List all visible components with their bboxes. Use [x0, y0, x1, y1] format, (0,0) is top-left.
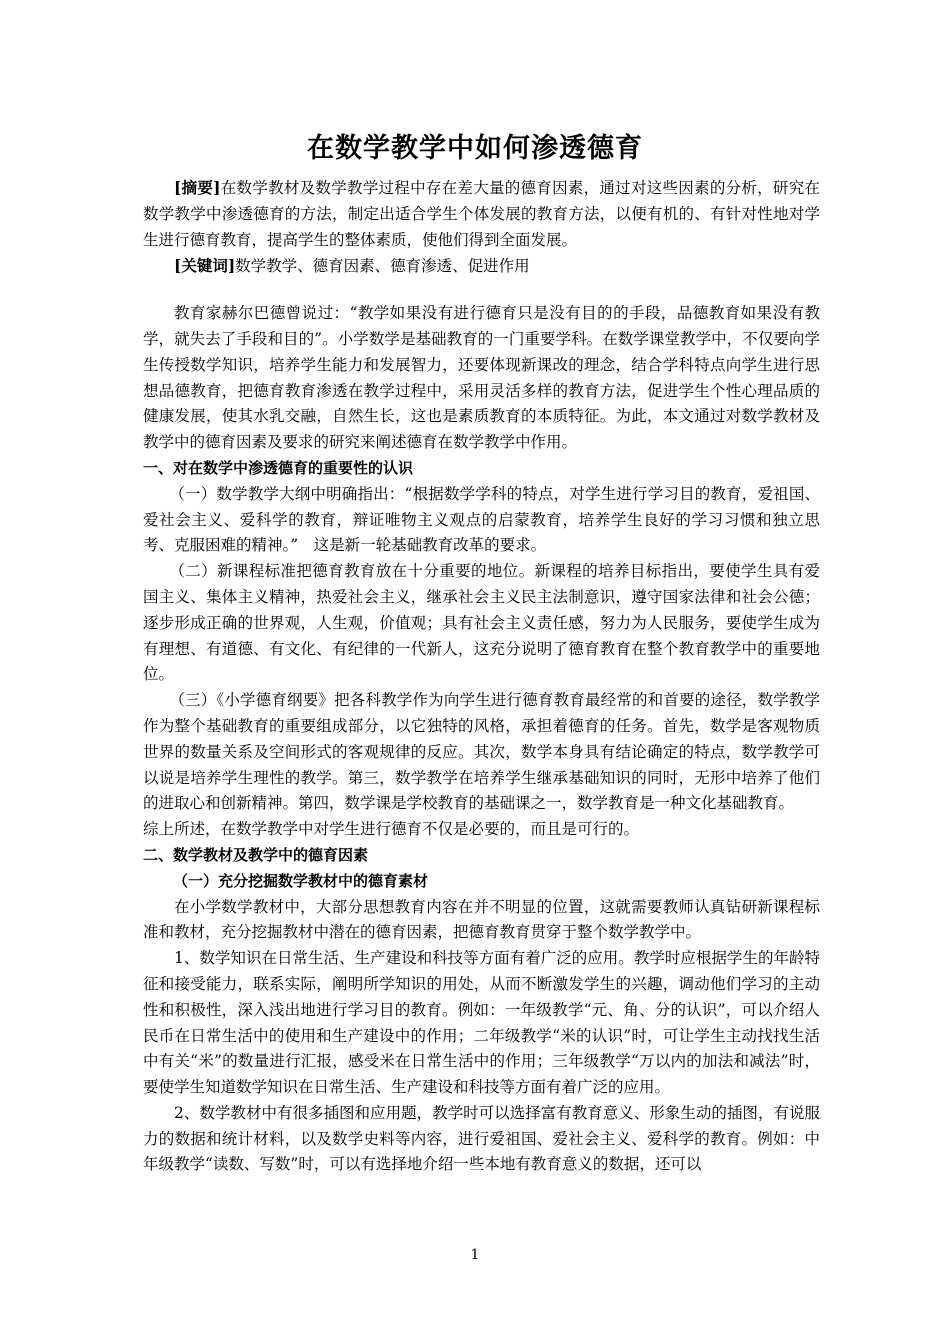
intro-paragraph: 教育家赫尔巴德曾说过：“教学如果没有进行德育只是没有目的的手段，品德教育如果没有教学，就失去了手段和目的”。小学数学是基础教育的一门重要学科。在数学课堂教学中，不仅要向学生传授数学知识，培养学生能力和发展智力，还要体现新课改的理念，结合学科特点向学生进行思想品德教育，把德育教育渗透在教学过程中，采用灵活多样的教育方法，促进学生个性心理品质的健康发展，使其水乳交融，自然生长，这也是素质教育的本质特征。为此，本文通过对数学教材及教学中的德育因素及要求的研究来阐述德育在数学教学中作用。 [143, 304, 820, 452]
page-number: 1 [470, 1247, 480, 1263]
section-1-heading: 一、对在数学中渗透德育的重要性的认识 [143, 458, 414, 477]
section-1-paragraph-1: （一）数学教学大纲中明确指出：“根据数学学科的特点，对学生进行学习目的教育，爱祖国、爱社会主义、爱科学的教育，辩证唯物主义观点的启蒙教育，培养学生良好的学习习惯和独立思考、克服困难的精神。” 这是新一轮基础教育改革的要求。 [143, 484, 820, 555]
keywords-paragraph [143, 253, 820, 280]
section-2-paragraph-1: 在小学数学教材中，大部分思想教育内容在并不明显的位置，这就需要教师认真钻研新课程标准和教材，充分挖掘教材中潜在的德育因素，把德育教育贯穿于整个数学教学中。 [143, 897, 820, 942]
abstract-tag: [摘要] [174, 178, 221, 197]
section-2-heading: 二、数学教材及教学中的德育因素 [143, 845, 369, 864]
spacer [143, 280, 820, 301]
section-2-paragraph-2: 1、数学知识在日常生活、生产建设和科技等方面有着广泛的应用。教学时应根据学生的年龄特征和接受能力，联系实际，阐明所学知识的用处，从而不断激发学生的兴趣，调动他们学习的主动性和积极性，深入浅出地进行学习目的教育。例如：一年级教学“元、角、分的认识”，可以介绍人民币在日常生活中的使用和生产建设中的作用；二年级教学“米的认识”时，可让学生主动找找生活中有关“米”的数量进行汇报，感受米在日常生活中的作用；三年级教学“万以内的加法和减法”时，要使学生知道数学知识在日常生活、生产建设和科技等方面有着广泛的应用。 [143, 949, 820, 1097]
keywords-tag: [关键词] [174, 256, 236, 276]
keywords-text: 数学教学、德育因素、德育渗透、促进作用 [235, 257, 530, 276]
section-1-summary: 综上所述，在数学教学中对学生进行德育不仅是必要的，而且是可行的。 [143, 820, 640, 839]
page-title: 在数学教学中如何渗透德育 [307, 133, 643, 164]
section-1-paragraph-3: （三）《小学德育纲要》把各科教学作为向学生进行德育教育最经常的和首要的途径，数学教学作为整个基础教育的重要组成部分，以它独特的风格，承担着德育的任务。首先，数学是客观物质世界的数量关系及空间形式的客观规律的反应。其次，数学本身具有结论确定的特点，数学教学可以说是培养学生理性的教学。第三，数学教学在培养学生继承基础知识的同时，无形中培养了他们的进取心和创新精神。第四，数学课是学校教育的基础课之一，数学教育是一种文化基础教育。 [143, 691, 820, 813]
section-1-paragraph-2: （二）新课程标准把德育教育放在十分重要的地位。新课程的培养目标指出，要使学生具有爱国主义、集体主义精神，热爱社会主义，继承社会主义民主法制意识，遵守国家法律和社会公德；逐步形成正确的世界观，人生观，价值观；具有社会主义责任感，努力为人民服务，要使学生成为有理想、有道德、有文化、有纪律的一代新人，这充分说明了德育教育在整个教育教学中的重要地位。 [143, 562, 820, 684]
document-body [143, 175, 820, 1178]
abstract-text: 在数学教材及数学教学过程中存在差大量的德育因素，通过对这些因素的分析，研究在数学教学中渗透德育的方法，制定出适合学生个体发展的教育方法，以便有机的、有针对性地对学生进行德育教育，提高学生的整体素质，使他们得到全面发展。 [143, 179, 820, 249]
abstract-paragraph [143, 175, 820, 253]
section-2-subheading-1: （一）充分挖掘数学教材中的德育素材 [173, 871, 429, 890]
section-2-paragraph-3: 2、数学教材中有很多插图和应用题，教学时可以选择富有教育意义、形象生动的插图，有说服力的数据和统计材料，以及数学史料等内容，进行爱祖国、爱社会主义、爱科学的教育。例如：中年级教学“读数、写数”时，可以有选择地介绍一些本地有教育意义的数据，还可以 [143, 1103, 820, 1174]
